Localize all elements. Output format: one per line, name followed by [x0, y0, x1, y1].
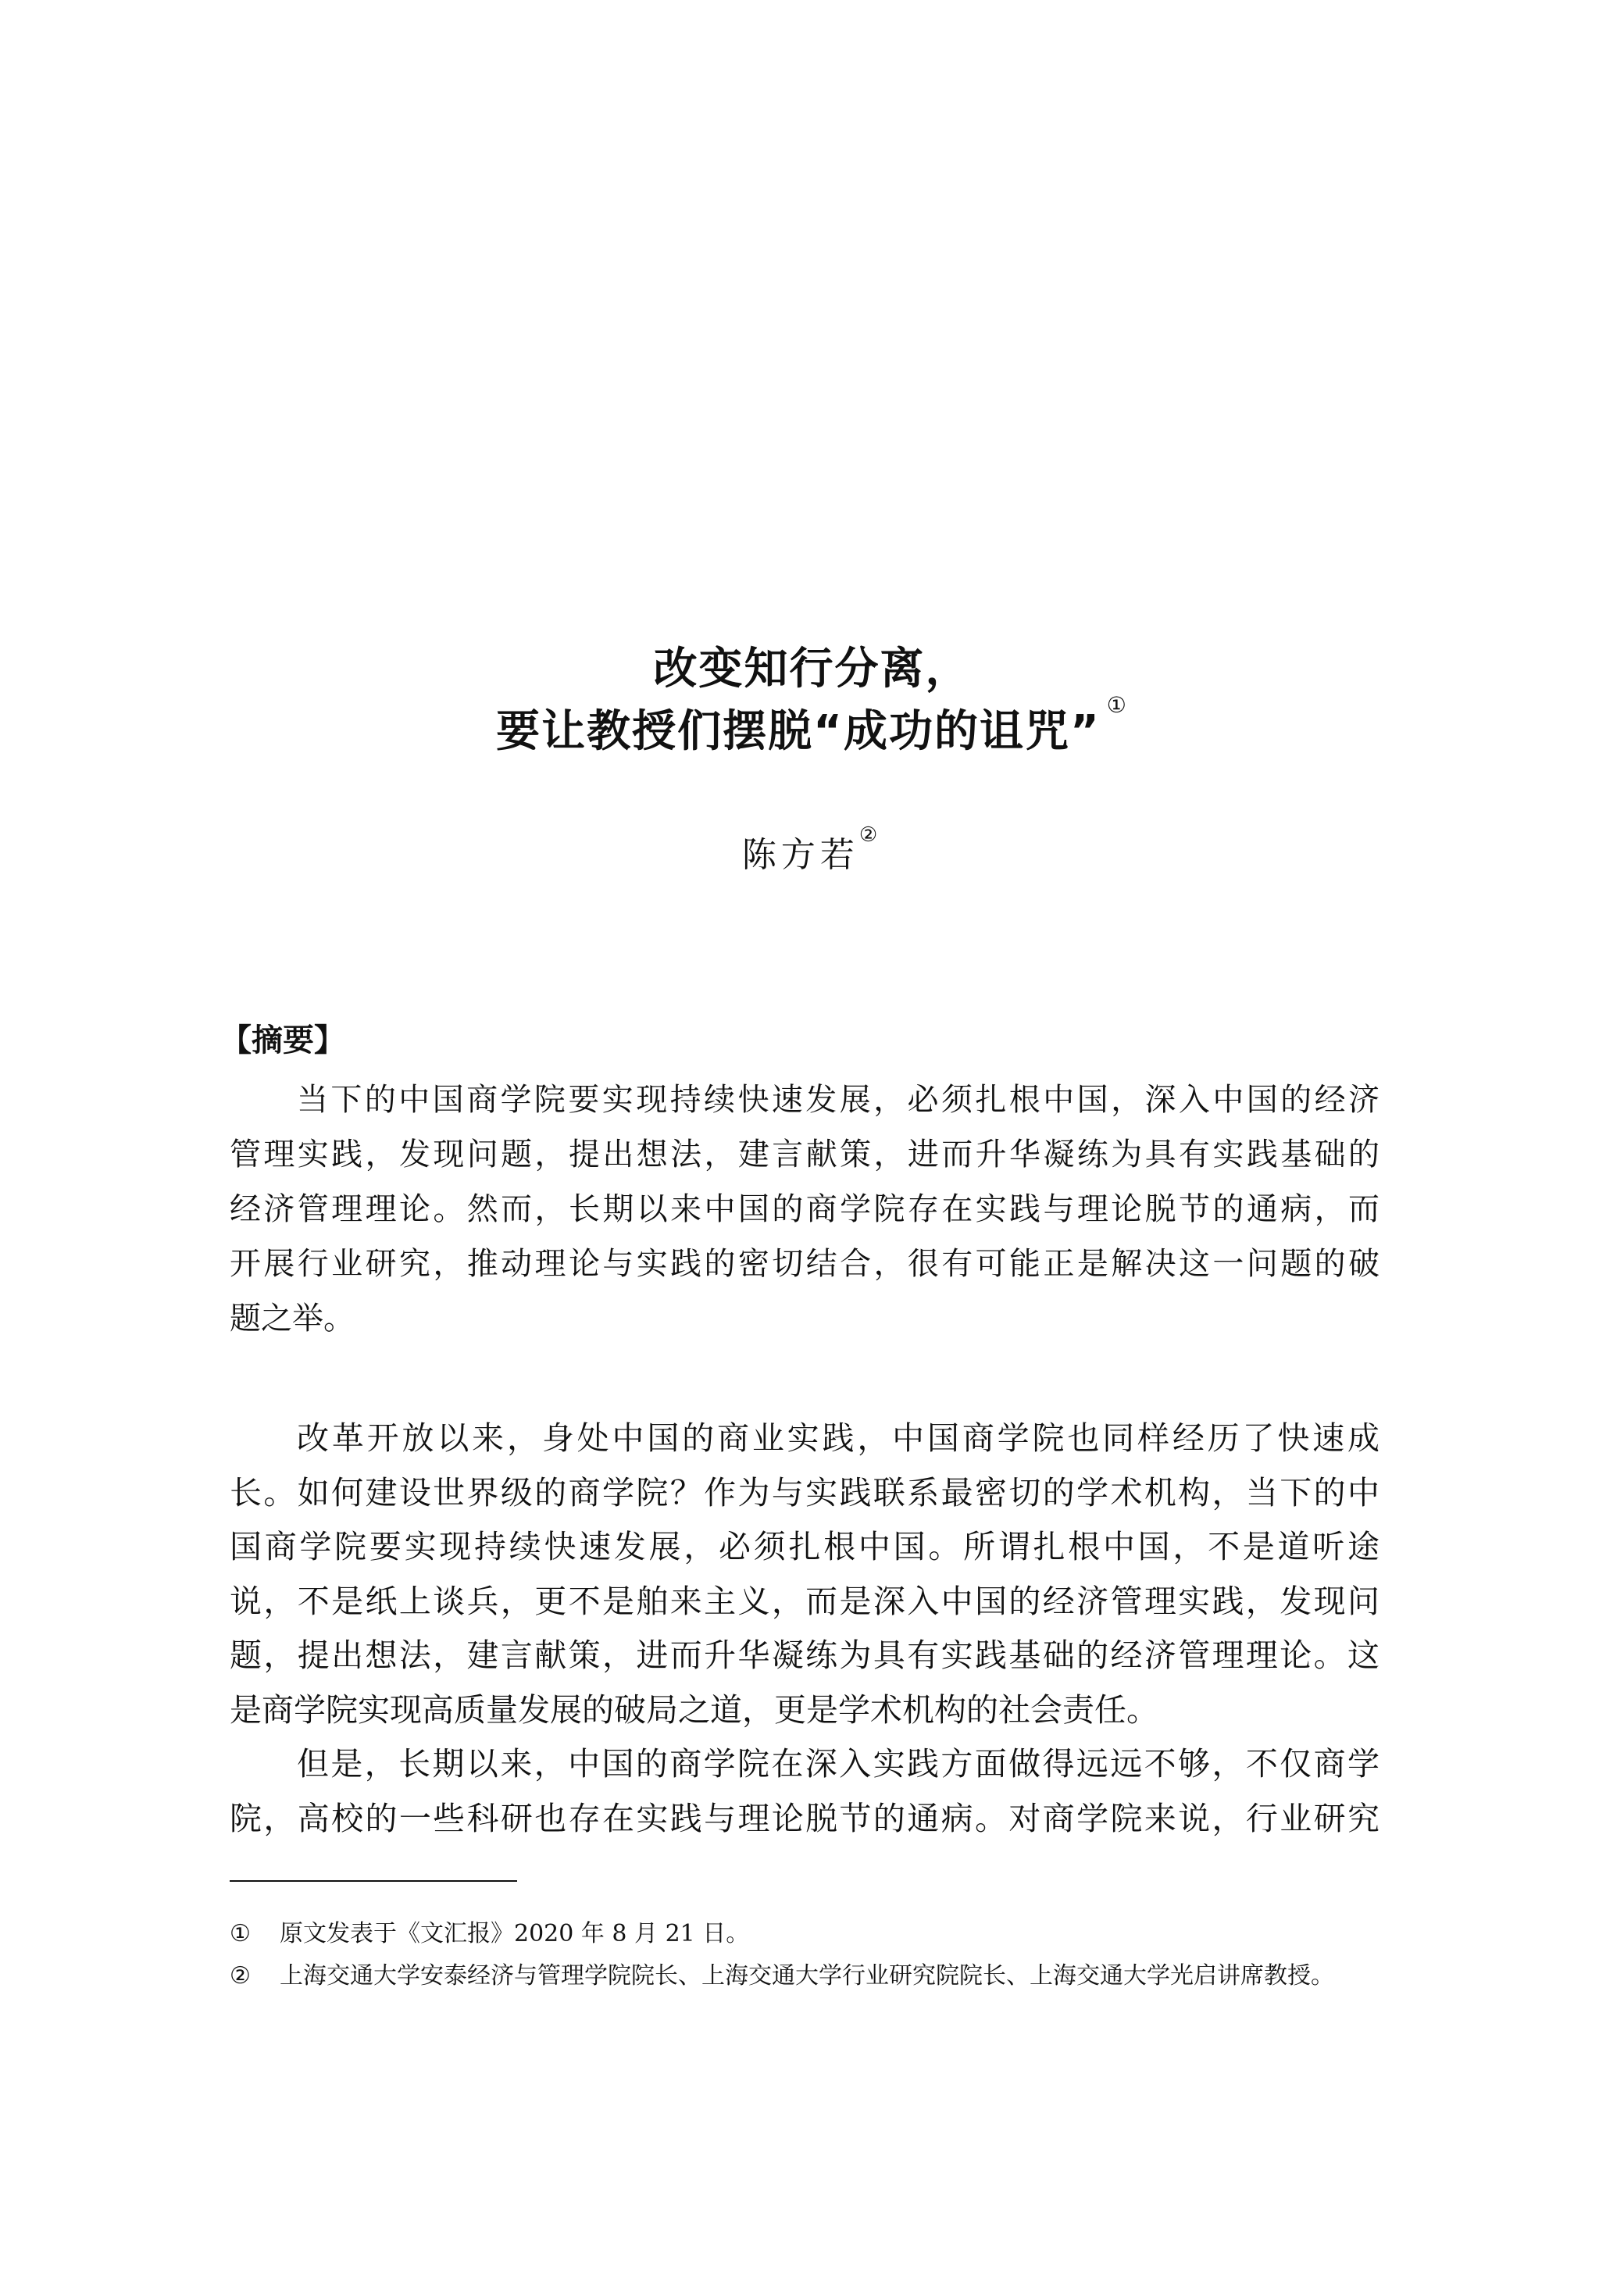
footnote-divider [230, 1880, 517, 1882]
body-line: 说，不是纸上谈兵，更不是舶来主义，而是深入中国的经济管理实践，发现问 [230, 1582, 1380, 1620]
title-text-2: 要让教授们摆脱“成功的诅咒” [496, 706, 1101, 757]
body-line: 但是，长期以来，中国的商学院在深入实践方面做得远远不够，不仅商学 [297, 1745, 1380, 1783]
abstract-body [230, 1078, 1380, 1351]
article-title-line-1 [0, 634, 1624, 697]
abstract-line: 管理实践，发现问题，提出想法，建言献策，进而升华凝练为具有实践基础的 [230, 1137, 1380, 1172]
body-line: 是商学院实现高质量发展的破局之道，更是学术机构的社会责任。 [230, 1690, 1158, 1729]
title-text-1: 改变知行分离， [653, 644, 971, 694]
footnote-text: 上海交通大学安泰经济与管理学院院长、上海交通大学行业研究院院长、上海交通大学光启讲席教授。 [280, 1962, 1334, 1990]
body-line: 院，高校的一些科研也存在实践与理论脱节的通病。对商学院来说，行业研究 [230, 1799, 1380, 1837]
footnote-1 [230, 1918, 1380, 1950]
abstract-line: 开展行业研究，推动理论与实践的密切结合，很有可能正是解决这一问题的破 [230, 1246, 1380, 1282]
author [0, 823, 1624, 876]
abstract-line: 经济管理理论。然而，长期以来中国的商学院存在实践与理论脱节的通病，而 [230, 1191, 1380, 1227]
footnote-mark: ① [230, 1920, 251, 1947]
abstract-line: 当下的中国商学院要实现持续快速发展，必须扎根中国，深入中国的经济 [297, 1082, 1380, 1118]
main-body [230, 1416, 1380, 1851]
body-line: 题，提出想法，建言献策，进而升华凝练为具有实践基础的经济管理理论。这 [230, 1636, 1380, 1674]
title-footnote-mark[interactable]: ① [1106, 692, 1128, 718]
footnote-mark: ② [230, 1962, 251, 1990]
body-line: 国商学院要实现持续快速发展，必须扎根中国。所谓扎根中国，不是道听途 [230, 1528, 1380, 1565]
footnote-2 [230, 1961, 1380, 1997]
abstract-heading: 【摘要】 [220, 1023, 345, 1058]
author-name: 陈方若 [741, 835, 859, 875]
abstract-line: 题之举。 [230, 1301, 355, 1337]
author-footnote-mark[interactable]: ② [858, 823, 883, 847]
body-line: 改革开放以来，身处中国的商业实践，中国商学院也同样经历了快速成 [297, 1419, 1380, 1457]
footnote-text: 原文发表于《文汇报》2020 年 8 月 21 日。 [280, 1920, 750, 1947]
body-line: 长。如何建设世界级的商学院？作为与实践联系最密切的学术机构，当下的中 [230, 1473, 1380, 1512]
article-title-line-2 [0, 692, 1624, 759]
